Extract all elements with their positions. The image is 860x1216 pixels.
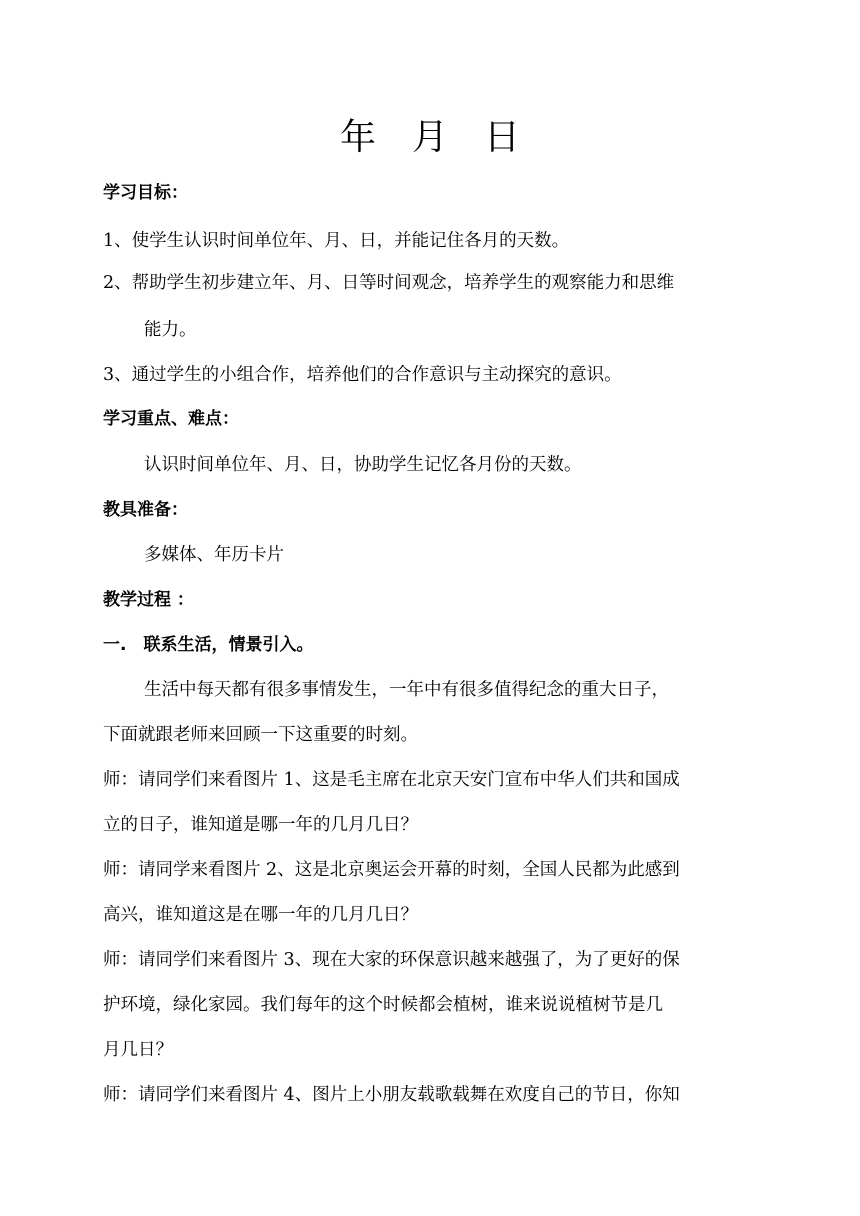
goal-item-1: 1、使学生认识时间单位年、月、日，并能记住各月的天数。 (103, 231, 570, 251)
teacher-line-4a: 师：请同学们来看图片 4、图片上小朋友载歌载舞在欢度自己的节日，你知 (103, 1085, 680, 1105)
paragraph-intro-line-1: 生活中每天都有很多事情发生，一年中有很多值得纪念的重大日子， (144, 680, 669, 700)
page-title: 年 月 日 (339, 117, 520, 158)
section-heading-goals: 学习目标： (103, 183, 188, 203)
teacher-line-3c: 月几日？ (103, 1040, 173, 1060)
goal-item-2-continued: 能力。 (144, 320, 197, 340)
teacher-line-3b: 护环境，绿化家园。我们每年的这个时候都会植树，谁来说说植树节是几 (103, 995, 663, 1015)
teacher-line-1a: 师：请同学们来看图片 1、这是毛主席在北京天安门宣布中华人们共和国成 (103, 770, 680, 790)
section-heading-process: 教学过程 ： (103, 590, 194, 610)
teacher-line-3a: 师：请同学们来看图片 3、现在大家的环保意识越来越强了，为了更好的保 (103, 950, 680, 970)
teacher-line-2b: 高兴，谁知道这是在哪一年的几月几日？ (103, 905, 418, 925)
key-points-text: 认识时间单位年、月、日，协助学生记忆各月份的天数。 (144, 455, 582, 475)
section-heading-key-points: 学习重点、难点： (103, 409, 239, 429)
goal-item-3: 3、通过学生的小组合作，培养他们的合作意识与主动探究的意识。 (103, 365, 622, 385)
teacher-line-1b: 立的日子，谁知道是哪一年的几月几日？ (103, 815, 418, 835)
materials-text: 多媒体、年历卡片 (144, 545, 284, 565)
section-heading-materials: 教具准备： (103, 500, 188, 520)
goal-item-2: 2、帮助学生初步建立年、月、日等时间观念，培养学生的观察能力和思维 (103, 273, 675, 293)
teacher-line-2a: 师：请同学来看图片 2、这是北京奥运会开幕的时刻，全国人民都为此感到 (103, 860, 680, 880)
paragraph-intro-line-2: 下面就跟老师来回顾一下这重要的时刻。 (103, 725, 418, 745)
process-step-1-heading: 一. 联系生活，情景引入。 (103, 635, 314, 655)
